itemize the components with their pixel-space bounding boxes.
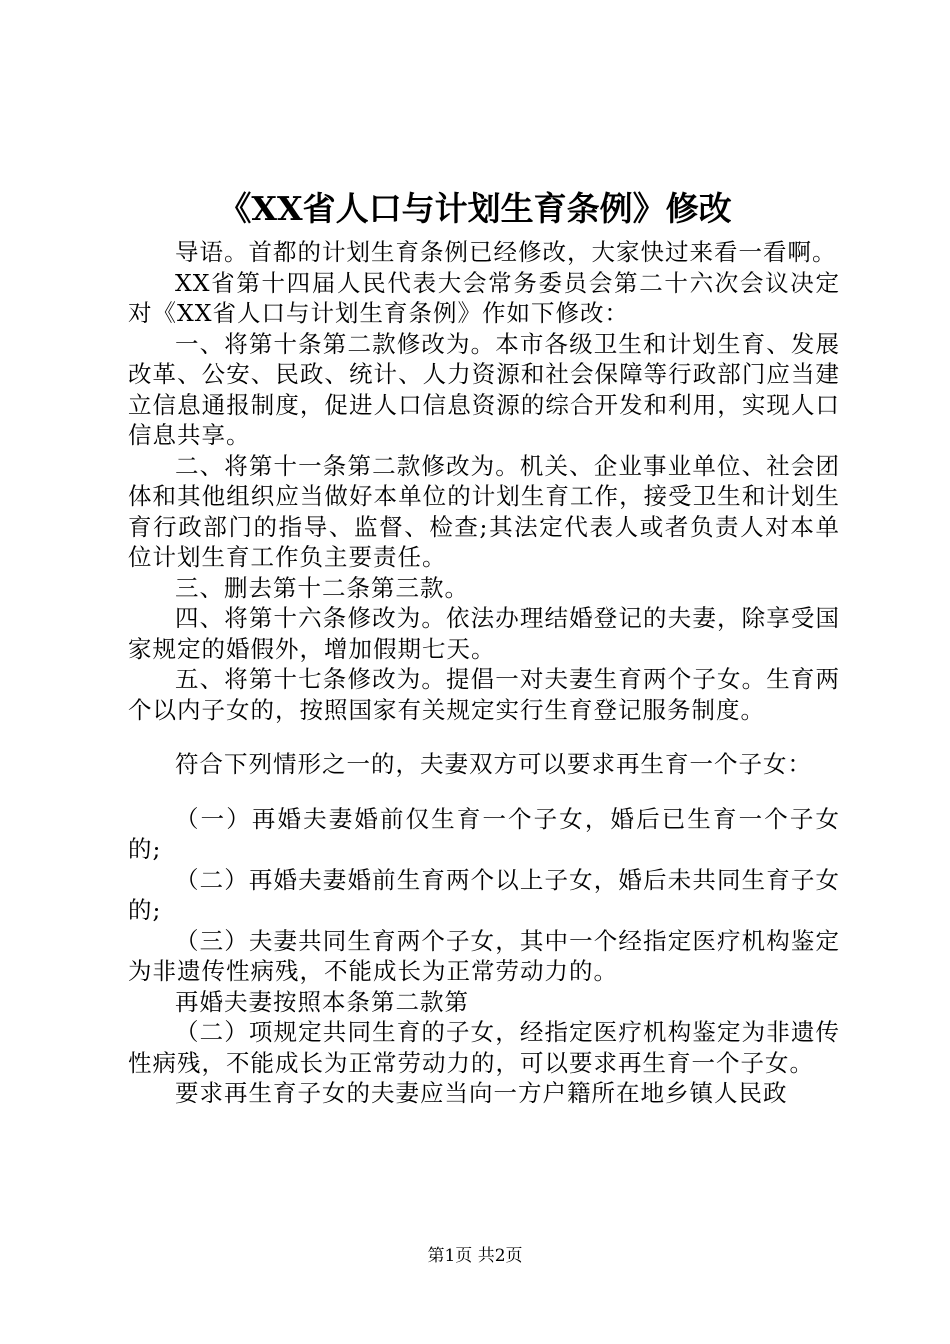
document-body: [128, 237, 840, 1109]
paragraph-decision: XX省第十四届人民代表大会常务委员会第二十六次会议决定对《XX省人口与计划生育条例》作如下修改：: [128, 268, 840, 327]
document-title: 《XX省人口与计划生育条例》修改: [218, 189, 732, 228]
paragraph-item-2: 二、将第十一条第二款修改为。机关、企业事业单位、社会团体和其他组织应当做好本单位的计划生育工作，接受卫生和计划生育行政部门的指导、监督、检查;其法定代表人或者负责人对本单位计划生育工作负主要责任。: [128, 451, 840, 571]
page-footer: 第1页 共2页: [427, 1246, 523, 1266]
paragraph-remarriage: 再婚夫妻按照本条第二款第: [175, 987, 469, 1016]
paragraph-condition-1: （一）再婚夫妻婚前仅生育一个子女，婚后已生育一个子女的;: [128, 804, 840, 863]
paragraph-condition-2: （二）再婚夫妻婚前生育两个以上子女，婚后未共同生育子女的;: [128, 865, 840, 924]
paragraph-item-5: 五、将第十七条修改为。提倡一对夫妻生育两个子女。生育两个以内子女的，按照国家有关规定实行生育登记服务制度。: [128, 665, 840, 724]
paragraph-clause-2: （二）项规定共同生育的子女，经指定医疗机构鉴定为非遗传性病残，不能成长为正常劳动力的，可以要求再生育一个子女。: [128, 1018, 840, 1077]
paragraph-intro: 导语。首都的计划生育条例已经修改，大家快过来看一看啊。: [175, 238, 837, 266]
paragraph-condition-3: （三）夫妻共同生育两个子女，其中一个经指定医疗机构鉴定为非遗传性病残，不能成长为正常劳动力的。: [128, 926, 840, 985]
paragraph-item-1: 一、将第十条第二款修改为。本市各级卫生和计划生育、发展改革、公安、民政、统计、人力资源和社会保障等行政部门应当建立信息通报制度，促进人口信息资源的综合开发和利用，实现人口信息共享。: [128, 329, 840, 449]
paragraph-item-3: 三、删去第十二条第三款。: [175, 573, 469, 602]
paragraph-application: 要求再生育子女的夫妻应当向一方户籍所在地乡镇人民政: [175, 1079, 788, 1107]
paragraph-item-4: 四、将第十六条修改为。依法办理结婚登记的夫妻，除享受国家规定的婚假外，增加假期七天。: [128, 604, 840, 663]
paragraph-conditions: 符合下列情形之一的，夫妻双方可以要求再生育一个子女：: [175, 750, 812, 778]
